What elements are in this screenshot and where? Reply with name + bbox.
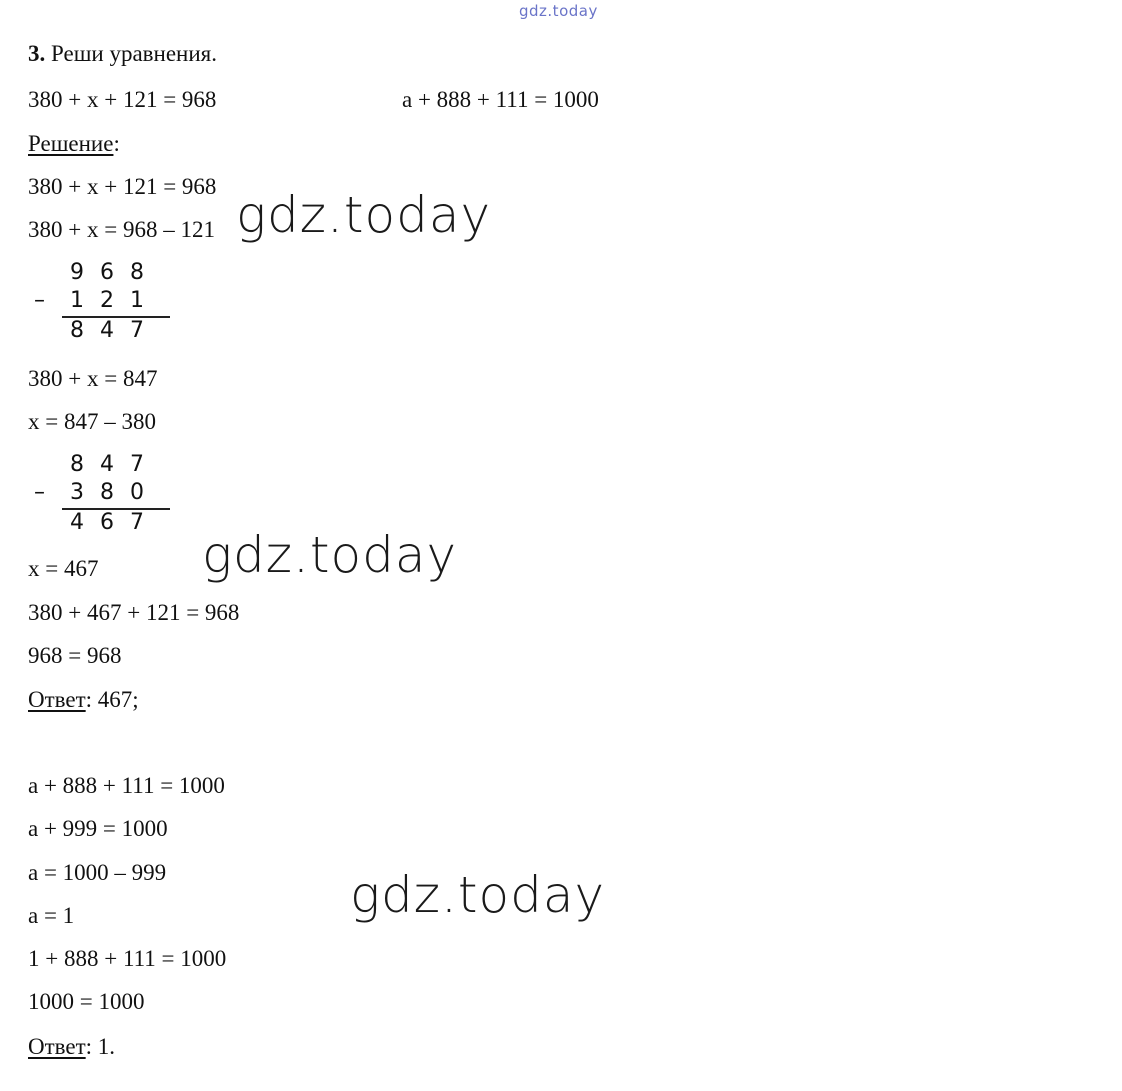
digit: 2 bbox=[100, 288, 114, 313]
task-equation-2: a + 888 + 111 = 1000 bbox=[402, 87, 599, 112]
minus-sign: – bbox=[34, 480, 45, 505]
step-line: 380 + x = 847 bbox=[28, 366, 158, 391]
calc-result-row bbox=[62, 510, 152, 535]
digit: 4 bbox=[100, 318, 114, 343]
digit: 7 bbox=[130, 510, 144, 535]
calc-subtrahend-row bbox=[62, 480, 152, 505]
step-line: 380 + 467 + 121 = 968 bbox=[28, 600, 240, 625]
solution-heading: Решение: bbox=[28, 131, 120, 156]
calc-result-row bbox=[62, 318, 152, 343]
digit: 8 bbox=[130, 260, 144, 285]
task-number: 3. bbox=[28, 41, 46, 66]
answer-line bbox=[28, 1033, 115, 1061]
step-line: 380 + x + 121 = 968 bbox=[28, 174, 217, 199]
digit: 8 bbox=[70, 452, 84, 477]
watermark-top: gdz.today bbox=[519, 2, 598, 20]
step-line: 1000 = 1000 bbox=[28, 989, 145, 1014]
answer-value: : 1. bbox=[85, 1034, 116, 1059]
task-title-text: Реши уравнения. bbox=[51, 41, 217, 66]
watermark: gdz.today bbox=[236, 186, 492, 244]
solution-label: Решение bbox=[28, 131, 114, 156]
answer-label: Ответ bbox=[28, 687, 86, 712]
digit: 1 bbox=[70, 288, 84, 313]
task-title bbox=[28, 40, 217, 68]
digit: 1 bbox=[130, 288, 144, 313]
task-equation-1: 380 + x + 121 = 968 bbox=[28, 87, 217, 112]
digit: 7 bbox=[130, 452, 144, 477]
calc-top-row bbox=[62, 452, 152, 477]
calc-top-row bbox=[62, 260, 152, 285]
digit: 6 bbox=[100, 510, 114, 535]
step-line: a + 888 + 111 = 1000 bbox=[28, 773, 225, 798]
digit: 8 bbox=[100, 480, 114, 505]
digit: 7 bbox=[130, 318, 144, 343]
answer-label: Ответ bbox=[28, 1034, 86, 1059]
digit: 6 bbox=[100, 260, 114, 285]
digit: 4 bbox=[70, 510, 84, 535]
digit: 9 bbox=[70, 260, 84, 285]
watermark: gdz.today bbox=[202, 526, 458, 584]
answer-line bbox=[28, 686, 139, 714]
step-line: 968 = 968 bbox=[28, 643, 122, 668]
answer-value: : 467; bbox=[85, 687, 139, 712]
minus-sign: – bbox=[34, 288, 45, 313]
digit: 3 bbox=[70, 480, 84, 505]
watermark: gdz.today bbox=[350, 866, 606, 924]
digit: 8 bbox=[70, 318, 84, 343]
step-line: a = 1000 – 999 bbox=[28, 860, 167, 885]
calc-subtrahend-row bbox=[62, 288, 152, 313]
step-line: a = 1 bbox=[28, 903, 75, 928]
step-line: x = 847 – 380 bbox=[28, 409, 156, 434]
step-line: 380 + x = 968 – 121 bbox=[28, 217, 215, 242]
digit: 4 bbox=[100, 452, 114, 477]
step-line: a + 999 = 1000 bbox=[28, 816, 168, 841]
digit: 0 bbox=[130, 480, 144, 505]
step-line: x = 467 bbox=[28, 556, 99, 581]
step-line: 1 + 888 + 111 = 1000 bbox=[28, 946, 227, 971]
